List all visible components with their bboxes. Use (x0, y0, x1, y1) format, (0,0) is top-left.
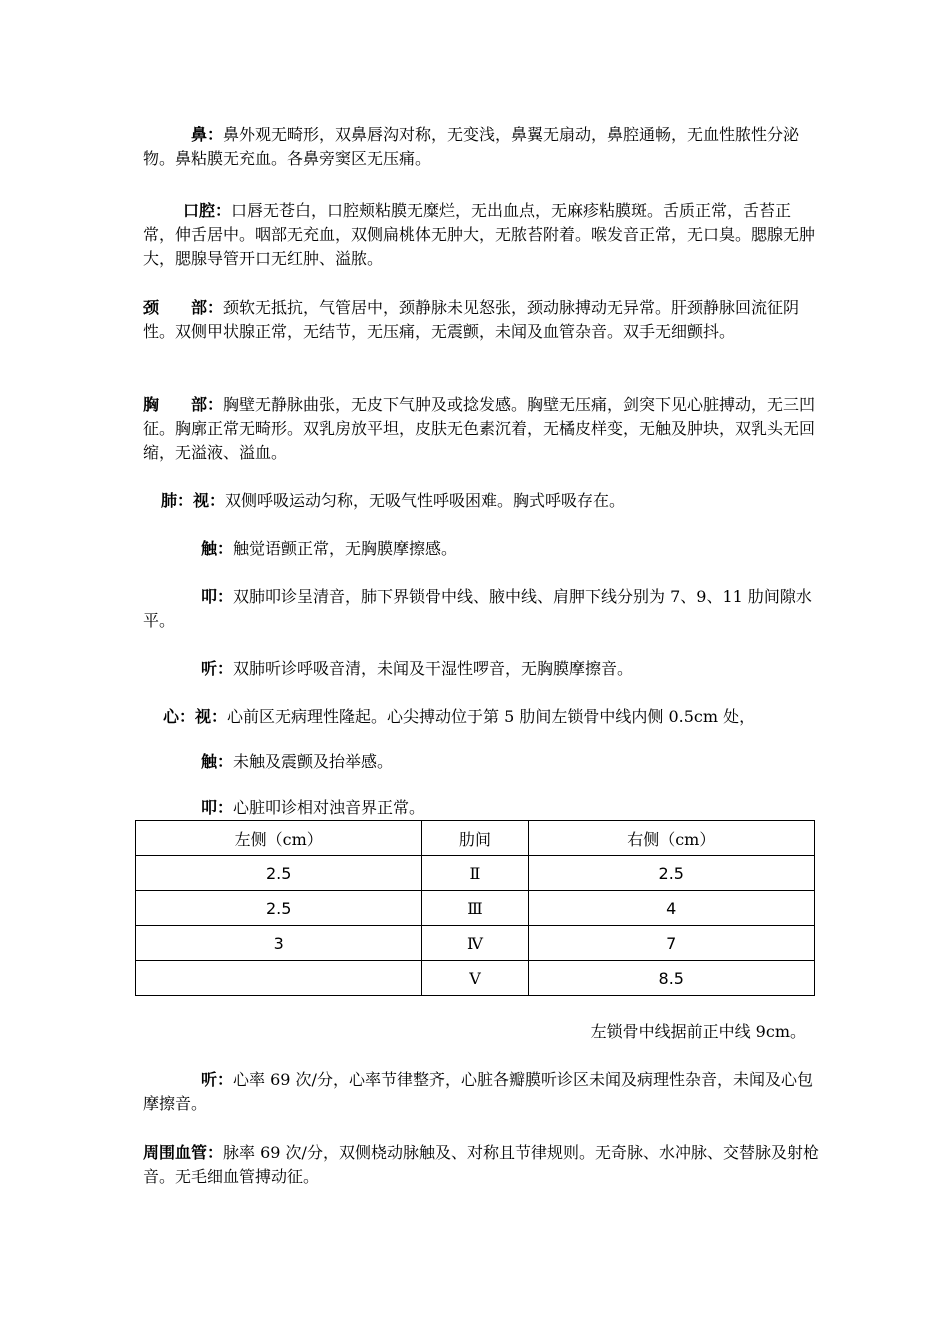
lung-inspection-text: 双侧呼吸运动匀称，无吸气性呼吸困难。胸式呼吸存在。 (225, 491, 626, 510)
table-row (136, 926, 815, 961)
nose-label: 鼻： (191, 125, 224, 144)
cell-intercostal: Ⅴ (422, 961, 528, 996)
cell-right: 7 (528, 926, 814, 961)
cell-left: 3 (136, 926, 422, 961)
heart-auscultation-text: 心率 69 次/分，心率节律整齐，心脏各瓣膜听诊区未闻及病理性杂音，未闻及心包摩擦音。 (143, 1070, 813, 1113)
cell-left: 2.5 (136, 856, 422, 891)
table-row (136, 961, 815, 996)
lung-palpation-label: 触： (201, 539, 234, 558)
lung-percussion-paragraph (143, 585, 823, 633)
heart-auscultation-paragraph (143, 1068, 823, 1116)
heart-inspection-text: 心前区无病理性隆起。心尖搏动位于第 5 肋间左锁骨中线内侧 0.5cm 处， (227, 707, 756, 726)
table-row (136, 891, 815, 926)
heart-palpation-label: 触： (201, 752, 234, 771)
neck-text: 颈软无抵抗，气管居中，颈静脉未见怒张，颈动脉搏动无异常。肝颈静脉回流征阴性。双侧甲状腺正常，无结节，无压痛，无震颤，未闻及血管杂音。双手无细颤抖。 (143, 298, 800, 341)
mouth-paragraph (143, 199, 823, 271)
lung-palpation-paragraph (143, 537, 823, 561)
cardiac-dullness-table (135, 820, 815, 996)
neck-label: 颈 部： (143, 298, 224, 317)
table-note: 左锁骨中线据前正中线 9cm。 (590, 1022, 806, 1041)
lung-auscultation-text: 双肺听诊呼吸音清，未闻及干湿性啰音，无胸膜摩擦音。 (233, 659, 634, 678)
heart-palpation-paragraph (143, 750, 823, 774)
vessels-paragraph (143, 1141, 823, 1189)
lung-inspection-paragraph (143, 489, 823, 513)
vessels-label: 周围血管： (143, 1143, 224, 1162)
cell-left (136, 961, 422, 996)
cell-left: 2.5 (136, 891, 422, 926)
lung-auscultation-label: 听： (201, 659, 234, 678)
cell-intercostal: Ⅱ (422, 856, 528, 891)
heart-auscultation-label: 听： (201, 1070, 234, 1089)
header-left: 左侧（cm） (136, 821, 422, 856)
cell-intercostal: Ⅲ (422, 891, 528, 926)
heart-inspection-paragraph (143, 705, 833, 729)
cell-right: 4 (528, 891, 814, 926)
chest-label: 胸 部： (143, 395, 224, 414)
nose-text: 鼻外观无畸形，双鼻唇沟对称，无变浅，鼻翼无扇动，鼻腔通畅，无血性脓性分泌物。鼻粘膜无充血。各鼻旁窦区无压痛。 (143, 125, 800, 168)
heart-percussion-label: 叩： (201, 798, 234, 817)
cell-right: 8.5 (528, 961, 814, 996)
header-right: 右侧（cm） (528, 821, 814, 856)
chest-paragraph (143, 393, 823, 465)
lung-auscultation-paragraph (143, 657, 823, 681)
cell-right: 2.5 (528, 856, 814, 891)
lung-inspection-label: 肺：视： (161, 491, 226, 510)
heart-inspection-label: 心：视： (163, 707, 228, 726)
heart-percussion-paragraph (143, 796, 823, 820)
cell-intercostal: Ⅳ (422, 926, 528, 961)
lung-palpation-text: 触觉语颤正常，无胸膜摩擦感。 (233, 539, 458, 558)
header-intercostal: 肋间 (422, 821, 528, 856)
table-header-row (136, 821, 815, 856)
chest-text: 胸壁无静脉曲张，无皮下气肿及或捻发感。胸壁无压痛，剑突下见心脏搏动，无三凹征。胸廓正常无畸形。双乳房放平坦，皮肤无色素沉着，无橘皮样变，无触及肿块，双乳头无回缩，无溢液、溢血。 (143, 395, 816, 462)
table-row (136, 856, 815, 891)
lung-percussion-text: 双肺叩诊呈清音，肺下界锁骨中线、腋中线、肩胛下线分别为 7、9、11 肋间隙水平。 (143, 587, 812, 630)
heart-palpation-text: 未触及震颤及抬举感。 (233, 752, 394, 771)
mouth-text: 口唇无苍白，口腔颊粘膜无糜烂，无出血点，无麻疹粘膜斑。舌质正常，舌苔正常，伸舌居中。咽部无充血，双侧扁桃体无肿大，无脓苔附着。喉发音正常，无口臭。腮腺无肿大，腮腺导管开口无红肿、溢脓。 (143, 201, 816, 268)
heart-percussion-text: 心脏叩诊相对浊音界正常。 (233, 798, 426, 817)
vessels-text: 脉率 69 次/分，双侧桡动脉触及、对称且节律规则。无奇脉、水冲脉、交替脉及射枪音。无毛细血管搏动征。 (143, 1143, 819, 1186)
neck-paragraph (143, 296, 823, 344)
lung-percussion-label: 叩： (201, 587, 234, 606)
nose-paragraph (143, 123, 823, 171)
mouth-label: 口腔： (183, 201, 232, 220)
